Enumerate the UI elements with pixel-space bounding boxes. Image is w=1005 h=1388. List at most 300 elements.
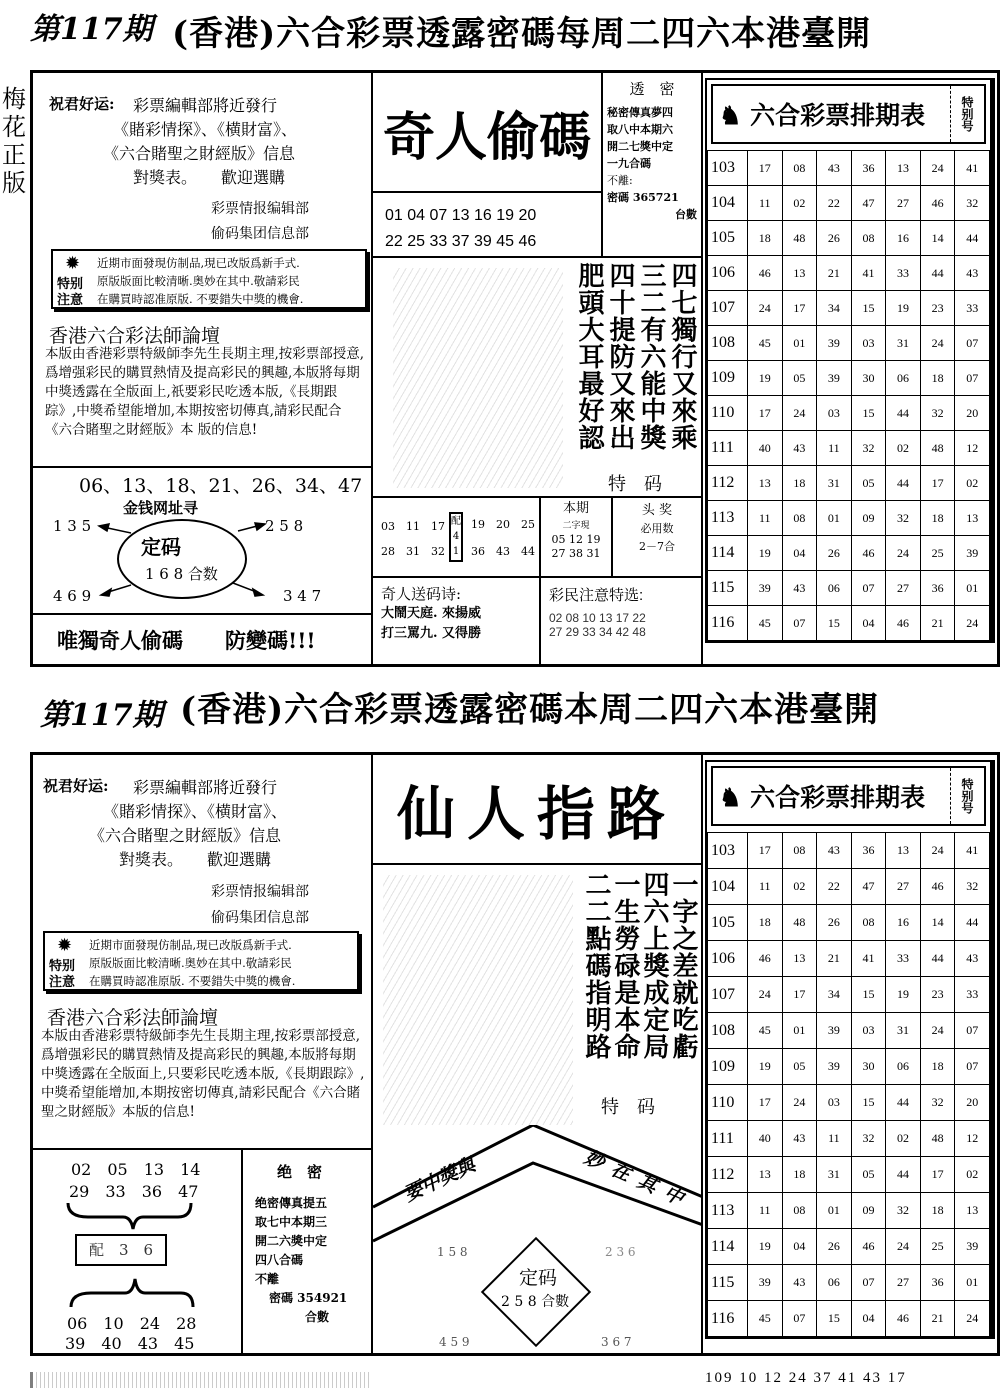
table-row [708,536,990,571]
pair-label: 配 [451,516,461,527]
issue-number: 103 [708,833,748,869]
greeting-lead: 祝君好运: [43,777,109,795]
issue-number: 113 [708,1193,748,1229]
picks-numbers: 02 08 10 13 17 22 [549,611,646,625]
draw-number-cell: 46 [748,256,783,291]
issue-number: 116 [708,606,748,641]
picks-numbers: 27 29 33 34 42 48 [549,625,646,639]
corner-number: 4 5 9 [439,1335,470,1349]
issue-number: 113 [708,501,748,536]
greeting-line: 《賭彩情探》、《横財富》、 [113,120,298,139]
publisher: 彩票情报编辑部 [211,884,309,900]
poem2-box [373,578,541,664]
mascot-icon: ♞ [719,783,742,812]
fixed-label: 定码 [519,1267,558,1289]
mascot-icon: ♞ [719,101,742,130]
draw-number-cell: 24 [920,833,955,869]
draw-number-cell: 04 [851,606,886,641]
special-number-cell: 44 [955,905,990,941]
draw-number-cell: 01 [817,1193,852,1229]
draw-number-cell: 17 [748,833,783,869]
illustration-area [373,258,703,498]
secret-line: 一九合碼 [607,157,651,170]
table-row [708,1301,990,1337]
draw-number-cell: 17 [920,1157,955,1193]
draw-number-cell: 43 [782,571,817,606]
numbers-row: 06 10 24 28 [67,1314,197,1333]
corner-number: 4 6 9 [53,587,92,605]
illustration-area-2 [373,865,703,1353]
issue-number: 115 [708,1265,748,1301]
secret-line: 開二七獎中定 [607,140,673,153]
draw-number-cell: 44 [920,256,955,291]
draw-number-cell: 08 [782,833,817,869]
table-row [708,941,990,977]
notice-line: 近期市面發現仿制品,現已改版爲新手式. [89,938,292,952]
draw-number-cell: 03 [817,1085,852,1121]
secret-line: 取八中本期六 [607,123,673,136]
panel-1 [30,70,1000,667]
special-number-cell: 02 [955,1157,990,1193]
draw-number-cell: 39 [817,326,852,361]
draw-number-cell: 24 [886,536,921,571]
draw-number-cell: 16 [886,221,921,256]
site-caption: 金钱网址寻 [123,499,199,517]
secret-line: 取七中本期三 [255,1215,328,1229]
special-number-cell: 01 [955,1265,990,1301]
special-number-cell: 39 [955,1229,990,1265]
draw-number-cell: 48 [782,221,817,256]
special-number-cell: 02 [955,466,990,501]
table-row [708,186,990,221]
draw-number-cell: 31 [817,466,852,501]
special-number-cell: 33 [955,291,990,326]
special-number-cell: 07 [955,1049,990,1085]
issue-number: 103 [708,151,748,186]
horsemen-illustration [393,268,563,488]
numbers-row: 22 25 33 37 39 45 46 [385,233,537,250]
draw-number-cell: 39 [817,1013,852,1049]
fixed-sum: 2 5 8 合數 [501,1294,570,1310]
issue-number: 104 [708,869,748,905]
gear-icon: ✹ [65,253,81,274]
draw-number-cell: 02 [782,869,817,905]
page-title: (香港)六合彩票透露密碼每周二四六本港臺開 [172,14,872,54]
poem2-line: 打三罵九. 又得勝 [381,626,482,641]
secret-line: 開二六獎中定 [255,1234,328,1248]
secret-line: 绝密傳真提五 [255,1196,328,1210]
notice-label: 注意 [57,293,84,308]
poem-column: 一生勞碌是本命 [610,871,640,1060]
arrow-icons [33,503,373,603]
draw-number-cell: 11 [748,186,783,221]
issue-number: 106 [708,941,748,977]
table-row [708,869,990,905]
draw-number-cell: 48 [782,905,817,941]
brand-title: 仙人指路 [396,780,677,848]
number-box [373,193,603,258]
draw-number-cell: 02 [886,431,921,466]
draw-number-cell: 07 [851,1265,886,1301]
special-number-cell: 33 [955,977,990,1013]
special-number-cell: 24 [955,606,990,641]
draw-number-cell: 17 [748,396,783,431]
current-sub: 二字現 [562,521,590,531]
fixed-sum: 1 6 8 合数 [145,565,218,583]
corner-number: 2 3 6 [605,1245,636,1259]
issue-number: 110 [708,396,748,431]
table-row [708,431,990,466]
notice-line: 近期市面發現仿制品,現已改版爲新手式. [97,256,300,270]
group-numbers: 03 11 17 [381,520,445,533]
publisher: 偷码集团信息部 [211,226,309,242]
current-title: 本期 [562,501,589,516]
draw-number-cell: 47 [851,869,886,905]
draw-number-cell: 27 [886,571,921,606]
draw-number-cell: 30 [851,361,886,396]
draw-number-cell: 18 [782,1157,817,1193]
notice-label: 特别 [49,959,76,974]
draw-number-cell: 01 [782,326,817,361]
special-number-cell: 13 [955,501,990,536]
draw-number-cell: 46 [886,606,921,641]
draw-number-cell: 17 [920,466,955,501]
special-number-cell: 07 [955,1013,990,1049]
draw-number-cell: 39 [817,361,852,396]
special-number-cell: 39 [955,536,990,571]
draw-number-cell: 11 [817,431,852,466]
side-label: 梅花正版 [2,85,26,197]
draw-number-cell: 19 [886,291,921,326]
special-number-cell: 32 [955,869,990,905]
draw-number-cell: 15 [817,606,852,641]
draw-number-cell: 23 [920,291,955,326]
greeting-line: 對獎表。 歡迎選購 [133,168,286,187]
draw-number-cell: 18 [782,466,817,501]
schedule-title [713,96,950,132]
draw-number-cell: 01 [782,1013,817,1049]
secret-code: 密碼 354921 [269,1291,348,1305]
draw-number-cell: 43 [782,431,817,466]
draw-number-cell: 08 [782,1193,817,1229]
draw-number-cell: 36 [851,833,886,869]
draw-number-cell: 21 [817,941,852,977]
draw-number-cell: 13 [782,941,817,977]
draw-number-cell: 43 [782,1121,817,1157]
draw-number-cell: 31 [817,1157,852,1193]
draw-number-cell: 08 [851,221,886,256]
notice-line: 在購買時認准原版. 不要錯失中獎的機會. [89,974,296,988]
draw-number-cell: 11 [748,1193,783,1229]
draw-number-cell: 39 [748,571,783,606]
draw-number-cell: 44 [886,466,921,501]
special-number-cell: 20 [955,396,990,431]
corner-number: 3 6 7 [601,1335,632,1349]
corner-number: 1 3 5 [53,517,92,535]
special-number-cell: 12 [955,1121,990,1157]
issue-number: 108 [708,326,748,361]
issue-number: 105 [708,905,748,941]
brand-title: 奇人偷碼 [382,106,591,168]
draw-number-cell: 19 [748,361,783,396]
draw-number-cell: 09 [851,501,886,536]
draw-number-cell: 19 [748,536,783,571]
poem-column: 二二點碼指明路 [581,871,611,1060]
special-number-cell: 07 [955,361,990,396]
draw-number-cell: 36 [920,1265,955,1301]
special-number-header: 特别号 [950,768,984,824]
issue-number: 110 [708,1085,748,1121]
draw-number-cell: 04 [851,1301,886,1337]
numbers-row: 01 04 07 13 16 19 20 [385,207,537,224]
draw-number-cell: 46 [886,1301,921,1337]
poem-column: 三二有六能中獎 [636,262,666,451]
pair-box [449,512,463,562]
draw-number-cell: 13 [782,256,817,291]
draw-number-cell: 44 [886,1157,921,1193]
draw-number-cell: 17 [782,291,817,326]
table-row [708,221,990,256]
pair-number: 1 [452,546,460,557]
table-row [708,1085,990,1121]
group-box [373,498,541,578]
issue-number: 109 [708,361,748,396]
draw-number-cell: 13 [748,466,783,501]
greeting-line: 《六合賭聖之財經版》信息 [103,144,296,163]
secret-box [603,73,703,258]
special-label: 特 码 [601,1097,655,1118]
draw-number-cell: 46 [851,536,886,571]
jackpot-sub: 必用数 [640,522,674,535]
notice-text [89,936,295,990]
draw-number-cell: 17 [748,151,783,186]
draw-number-cell: 02 [886,1121,921,1157]
draw-number-cell: 46 [851,1229,886,1265]
table-row [708,151,990,186]
poem-column: 一字之差就吃虧 [668,871,698,1060]
draw-number-cell: 43 [817,151,852,186]
draw-number-cell: 13 [748,1157,783,1193]
draw-number-cell: 33 [886,256,921,291]
issue-number: 106 [708,256,748,291]
issue-number: 105 [708,221,748,256]
greeting-line: 《賭彩情探》、《横財富》、 [103,802,288,821]
draw-number-cell: 36 [851,151,886,186]
special-number-cell: 32 [955,186,990,221]
draw-number-cell: 24 [782,1085,817,1121]
secret-line: 不離: [607,174,633,187]
banner-text: 要中獎與 [400,1153,479,1206]
footer-strip-numbers: 109 10 12 24 37 41 43 17 [705,1370,907,1386]
draw-number-cell: 41 [851,941,886,977]
draw-number-cell: 02 [782,186,817,221]
issue-handwritten: 第117期 [40,698,163,733]
slogan: 唯獨奇人偷碼 防變碼!!! [57,628,316,653]
numbers-row: 39 40 43 45 [65,1334,195,1353]
draw-number-cell: 40 [748,1121,783,1157]
draw-number-cell: 39 [817,1049,852,1085]
draw-number-cell: 01 [817,501,852,536]
draw-number-cell: 43 [817,833,852,869]
draw-number-cell: 34 [817,291,852,326]
draw-number-cell: 32 [886,1193,921,1229]
draw-number-cell: 44 [920,941,955,977]
secret-sum: 合數 [305,1310,330,1324]
draw-number-cell: 31 [886,326,921,361]
draw-number-cell: 32 [886,501,921,536]
draw-number-cell: 05 [851,466,886,501]
draw-number-cell: 26 [817,221,852,256]
draw-number-cell: 14 [920,221,955,256]
issue-number: 107 [708,291,748,326]
draw-number-cell: 34 [817,977,852,1013]
special-number-cell: 24 [955,1301,990,1337]
table-row [708,1193,990,1229]
draw-number-cell: 24 [748,977,783,1013]
secret-sum: 台數 [675,208,697,221]
forum-title: 香港六合彩法師論壇 [47,1007,219,1029]
numbers-row: 02 05 13 14 [71,1160,201,1179]
special-number-cell: 43 [955,256,990,291]
draw-number-cell: 21 [920,606,955,641]
table-row [708,1013,990,1049]
notice-box [43,931,359,991]
table-row [708,1121,990,1157]
table-row [708,905,990,941]
draw-number-cell: 43 [782,1265,817,1301]
forum-body: 本版由香港彩票特級師李先生長期主理,按彩票部授意,爲增强彩民的購買熱情及提高彩民的興趣,本版將每期中獎透露在全版面上,只要彩民吃透本版,《長期跟踪》,中獎希望能增加,本期按密切傳真,請彩民配合《六合賭聖之財經版》本版的信息! [41,1028,365,1120]
table-row [708,361,990,396]
draw-number-cell: 06 [886,1049,921,1085]
draw-number-cell: 47 [851,186,886,221]
draw-number-cell: 22 [817,869,852,905]
draw-number-cell: 03 [851,326,886,361]
brand-box-2 [373,755,703,865]
draw-number-cell: 31 [886,1013,921,1049]
picks-box [541,578,703,664]
greeting-line: 《六合賭聖之財經版》信息 [89,826,282,845]
draw-number-cell: 22 [817,186,852,221]
current-numbers: 05 12 19 [551,533,601,546]
notice-label: 注意 [49,975,76,990]
footer-strip-text [30,1372,370,1388]
secret-code: 密碼 365721 [607,191,679,204]
draw-number-cell: 13 [886,151,921,186]
draw-number-cell: 30 [851,1049,886,1085]
notice-line: 原版版面比較清晰.奥妙在其中.敬請彩民 [89,956,292,970]
draw-number-cell: 18 [748,221,783,256]
draw-number-cell: 32 [851,431,886,466]
draw-number-cell: 48 [920,431,955,466]
draw-number-cell: 14 [920,905,955,941]
draw-number-cell: 17 [748,1085,783,1121]
draw-number-cell: 15 [851,291,886,326]
gear-icon: ✹ [57,935,73,956]
draw-number-cell: 07 [782,606,817,641]
draw-number-cell: 18 [748,905,783,941]
issue-number: 112 [708,1157,748,1193]
draw-number-cell: 24 [920,151,955,186]
draw-number-cell: 08 [851,905,886,941]
table-row [708,466,990,501]
poem-column: 肥頭大耳最好認 [574,262,604,451]
publisher: 彩票情报编辑部 [211,201,309,217]
table-row [708,326,990,361]
draw-number-cell: 08 [782,151,817,186]
draw-number-cell: 48 [920,1121,955,1157]
draw-number-cell: 32 [920,1085,955,1121]
notice-text [97,254,365,308]
draw-number-cell: 11 [748,501,783,536]
draw-number-cell: 46 [748,941,783,977]
table-row [708,571,990,606]
table-row [708,1157,990,1193]
draw-number-cell: 44 [886,1085,921,1121]
special-number-cell: 07 [955,326,990,361]
corner-number: 2 5 8 [265,517,304,535]
special-number-cell: 12 [955,431,990,466]
greeting-lead: 祝君好运: [49,95,115,113]
draw-number-cell: 15 [851,1085,886,1121]
draw-number-cell: 46 [920,186,955,221]
poem2-title: 奇人送码诗: [381,585,462,603]
draw-number-cell: 19 [886,977,921,1013]
notice-line: 原版版面比較清晰.奥妙在其中.敬請彩民 [97,274,300,288]
draw-number-cell: 15 [851,396,886,431]
table-row [708,501,990,536]
draw-number-cell: 27 [886,1265,921,1301]
draw-number-cell: 33 [886,941,921,977]
draw-number-cell: 06 [817,571,852,606]
draw-number-cell: 11 [817,1121,852,1157]
schedule-title-text: 六合彩票排期表 [750,783,926,812]
greeting-line: 彩票編輯部將近發行 [133,96,278,115]
issue-number: 115 [708,571,748,606]
draw-number-cell: 08 [782,501,817,536]
draw-number-cell: 27 [886,869,921,905]
draw-number-cell: 07 [782,1301,817,1337]
secret-line: 不離 [255,1272,280,1286]
secret-box-2 [255,1163,347,1327]
picks-title: 彩民注意特选: [549,587,644,604]
special-number-cell: 41 [955,151,990,186]
forum-body: 本版由香港彩票特級師李先生長期主理,按彩票部授意,爲增强彩民的購買熱情及提高彩民的興趣,本版將每期中獎透露在全版面上,祇要彩民吃透本版,《長期跟踪》,中獎希望能增加,本期按密切傳真,請彩民配合《六合賭聖之財經版》本 版的信息! [45,346,365,438]
draw-number-cell: 18 [920,361,955,396]
special-number-cell: 41 [955,833,990,869]
draw-number-cell: 18 [920,501,955,536]
draw-number-cell: 45 [748,1301,783,1337]
corner-number: 1 5 8 [437,1245,468,1259]
jackpot-range: 2－7合 [639,540,675,553]
issue-number: 114 [708,536,748,571]
draw-number-cell: 32 [851,1121,886,1157]
current-box [541,498,613,578]
draw-number-cell: 26 [817,1229,852,1265]
jackpot-title: 头 奖 [641,503,673,518]
table-row [708,1229,990,1265]
poem-column: 四七獨行又來乘 [667,262,697,451]
issue-number: 107 [708,977,748,1013]
draw-number-cell: 11 [748,869,783,905]
draw-number-cell: 17 [782,977,817,1013]
draw-number-cell: 26 [817,536,852,571]
draw-number-cell: 05 [851,1157,886,1193]
poem-column: 四十提防又來出 [605,262,635,451]
issue-number: 112 [708,466,748,501]
draw-number-cell: 05 [782,1049,817,1085]
draw-number-cell: 39 [748,1265,783,1301]
issue-number: 104 [708,186,748,221]
